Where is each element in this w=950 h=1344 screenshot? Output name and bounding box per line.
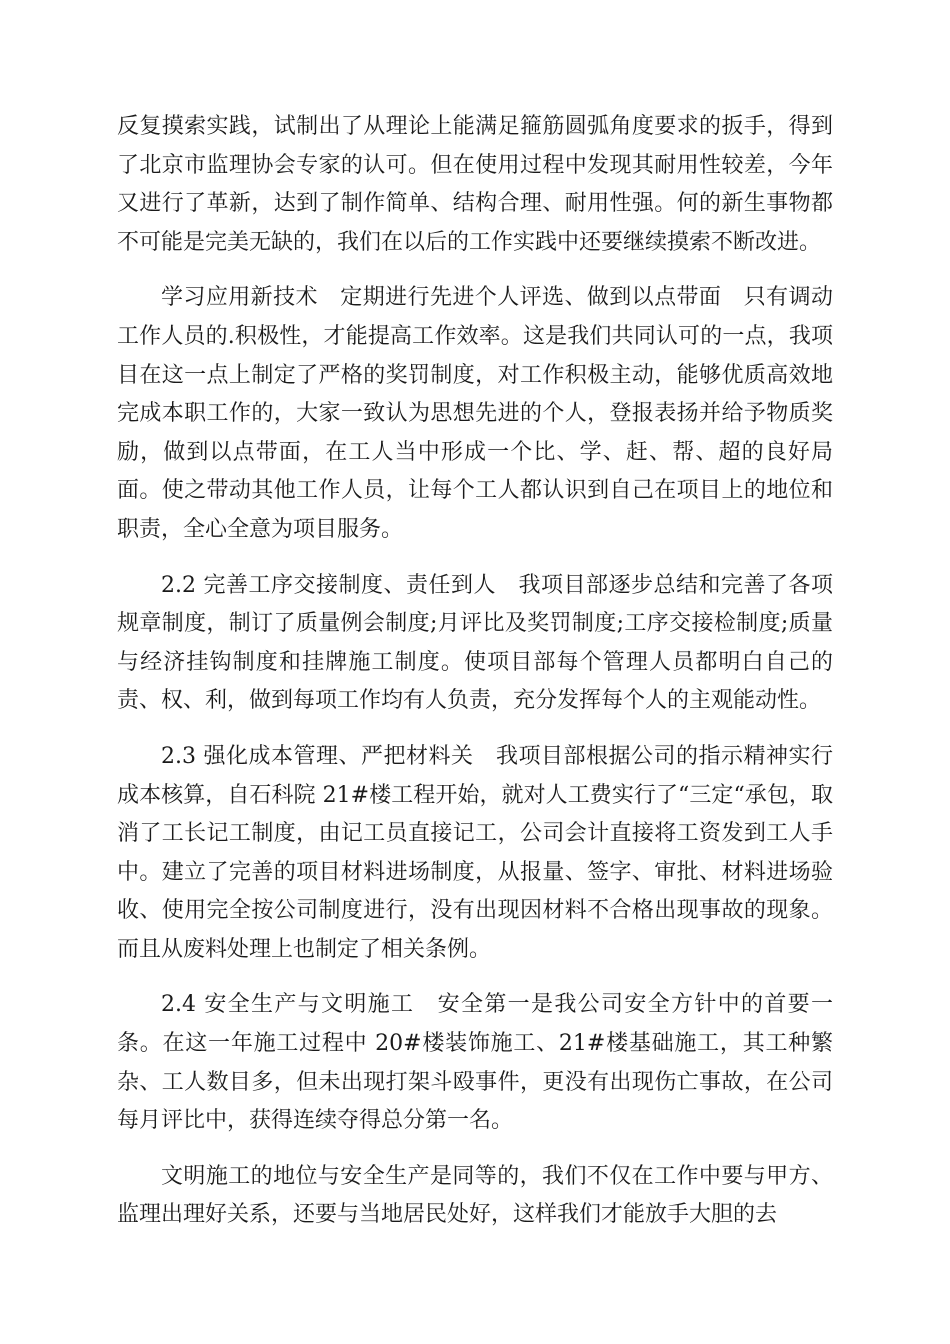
paragraph-1: 反复摸索实践，试制出了从理论上能满足箍筋圆弧角度要求的扳手，得到了北京市监理协会专家的认可。但在使用过程中发现其耐用性较差，今年又进行了革新，达到了制作简单、结构合理、耐用性强。何的新生事物都不可能是完美无缺的，我们在以后的工作实践中还要继续摸索不断改进。	[117, 114, 833, 255]
paragraph-5: 2.4 安全生产与文明施工 安全第一是我公司安全方针中的首要一条。在这一年施工过程中 20#楼装饰施工、21#楼基础施工，其工种繁杂、工人数目多，但未出现打架斗殴事件，更没有出现伤亡事故，在公司每月评比中，获得连续夺得总分第一名。	[117, 992, 833, 1134]
paragraph-2: 学习应用新技术 定期进行先进个人评选、做到以点带面 只有调动工作人员的.积极性，才能提高工作效率。这是我们共同认可的一点，我项目在这一点上制定了严格的奖罚制度，对工作积极主动，能够优质高效地完成本职工作的，大家一致认为思想先进的个人，登报表扬并给予物质奖励，做到以点带面，在工人当中形成一个比、学、赶、帮、超的良好局面。使之带动其他工作人员，让每个工人都认识到自己在项目上的地位和职责，全心全意为项目服务。	[117, 285, 833, 542]
paragraph-6: 文明施工的地位与安全生产是同等的，我们不仅在工作中要与甲方、监理出理好关系，还要与当地居民处好，这样我们才能放手大胆的去	[117, 1163, 833, 1228]
paragraph-3: 2.2 完善工序交接制度、责任到人 我项目部逐步总结和完善了各项规章制度，制订了质量例会制度;月评比及奖罚制度;工序交接检制度;质量与经济挂钩制度和挂牌施工制度。使项目部每个管理人员都明白自己的责、权、利，做到每项工作均有人负责，充分发挥每个人的主观能动性。	[117, 572, 833, 714]
document-body	[117, 108, 833, 1252]
paragraph-4: 2.3 强化成本管理、严把材料关 我项目部根据公司的指示精神实行成本核算，自石科院 21#楼工程开始，就对人工费实行了“三定“承包，取消了工长记工制度，由记工员直接记工，公司会计直接将工资发到工人手中。建立了完善的项目材料进场制度，从报量、签字、审批、材料进场验收、使用完全按公司制度进行，没有出现因材料不合格出现事故的现象。而且从废料处理上也制定了相关条例。	[117, 743, 833, 962]
